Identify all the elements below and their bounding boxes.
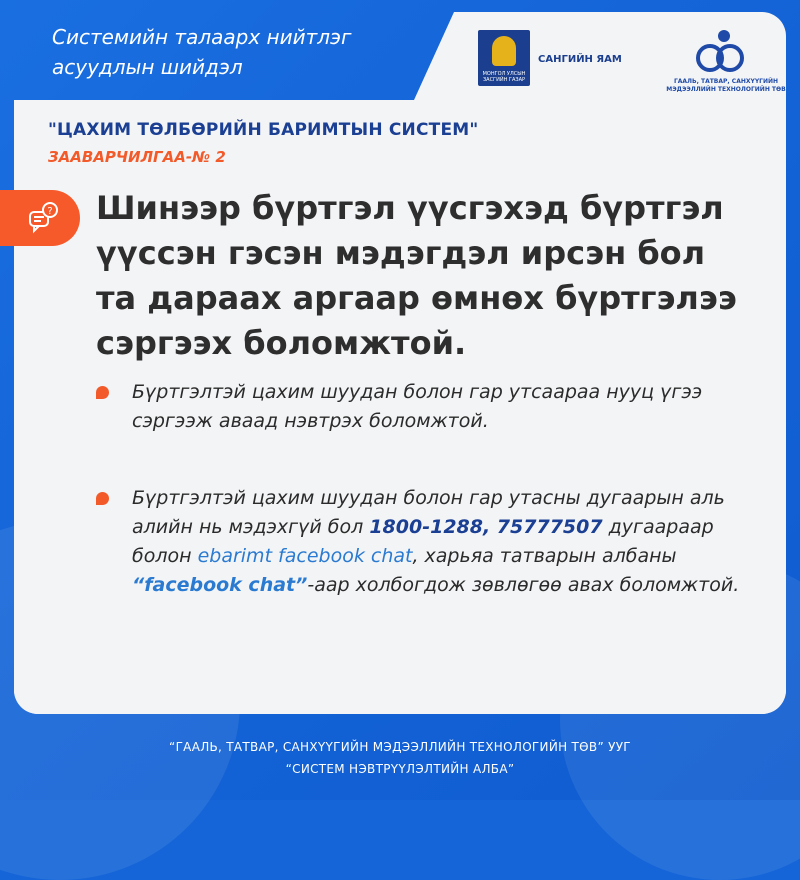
list-item-text-part: -аар холбогдож зөвлөгөө авах боломжтой. xyxy=(307,574,740,596)
headline: Шинээр бүртгэл үүсгэхэд бүртгэл үүссэн гэсэн мэдэгдэл ирсэн бол та дараах аргаар өмнөх бүртгэлээ сэргээх боломжтой. xyxy=(96,189,737,362)
footer-line1: “ГААЛЬ, ТАТВАР, САНХҮҮГИЙН МЭДЭЭЛЛИЙН ТЕХНОЛОГИЙН ТӨВ” УУГ xyxy=(169,740,631,754)
list-item-text-part: Бүртгэлтэй цахим шуудан болон гар утасны дугаарын аль алийн нь мэдэхгүй бол xyxy=(132,487,725,538)
footer xyxy=(0,736,800,780)
center-logo-caption: ГААЛЬ, ТАТВАР, САНХҮҮГИЙН МЭДЭЭЛЛИЙН ТЕХНОЛОГИЙН ТӨВ xyxy=(666,78,786,93)
bullet-dot-icon xyxy=(96,386,109,399)
soyombo-emblem-icon xyxy=(492,36,516,66)
government-emblem-logo xyxy=(478,30,530,86)
list-item-text: Бүртгэлтэй цахим шуудан болон гар утсаараа нууц үгээ сэргээж аваад нэвтрэх боломжтой. xyxy=(132,381,703,432)
list-item-text-part: дугаараар болон xyxy=(132,516,714,567)
side-tab xyxy=(0,190,80,246)
footer-line2: “СИСТЕМ НЭВТРҮҮЛЭЛТИЙН АЛБА” xyxy=(285,762,515,776)
center-logo-ring-icon xyxy=(716,44,744,72)
bullet-dot-icon xyxy=(96,492,109,505)
instruction-number: ЗААВАРЧИЛГАА-№ 2 xyxy=(48,148,226,166)
facebook-chat-quote: “facebook chat” xyxy=(132,574,308,596)
header-title-line2: асуудлын шийдэл xyxy=(52,55,243,79)
ministry-name: САНГИЙН ЯАМ xyxy=(538,54,622,65)
system-title: "ЦАХИМ ТӨЛБӨРИЙН БАРИМТЫН СИСТЕМ" xyxy=(48,120,479,140)
government-logo-caption: МОНГОЛ УЛСЫН ЗАСГИЙН ГАЗАР xyxy=(482,71,526,83)
header-title-line1: Системийн талаарх нийтлэг xyxy=(52,25,352,49)
list-item xyxy=(96,484,756,600)
header-title xyxy=(52,22,432,82)
facebook-chat-link[interactable]: ebarimt facebook chat xyxy=(197,545,413,567)
phone-numbers: 1800-1288, 75777507 xyxy=(369,516,603,538)
logos-area xyxy=(470,22,786,102)
list-item-text xyxy=(132,484,756,600)
list-item xyxy=(96,378,756,436)
chat-question-icon xyxy=(28,202,60,234)
svg-text:?: ? xyxy=(47,206,53,217)
list-item-text-part: , харьяа татварын албаны xyxy=(412,545,677,567)
center-logo-mark-icon xyxy=(718,30,730,42)
center-logo xyxy=(666,30,786,100)
